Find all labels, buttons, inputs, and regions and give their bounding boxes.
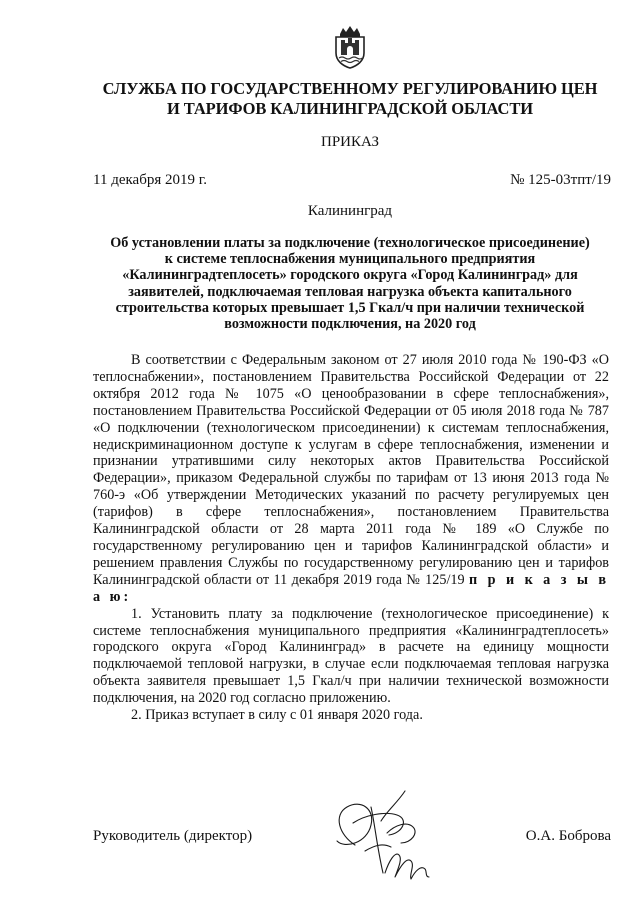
signer-role: Руководитель (директор)	[93, 828, 253, 844]
order-item-2: 2. Приказ вступает в силу с 01 января 2020 года.	[131, 707, 423, 724]
document-body	[93, 352, 609, 724]
agency-name-line1: СЛУЖБА ПО ГОСУДАРСТВЕННОМУ РЕГУЛИРОВАНИЮ ЦЕН	[102, 79, 598, 98]
preamble-text: В соответствии с Федеральным законом от 27 июля 2010 года № 190-ФЗ «О теплоснабжении», постановлением Правительства Российской Федерации от 22 октября 2012 года № 1075 «О ценообразовании в сфере теплоснабжения», постановлением Правительства Российской Федерации от 05 июля 2018 года № 787 «О подключении (технологическом присоединении) к системам теплоснабжения, недискриминационном доступе к услугам в сфере теплоснабжения, изменении и признании утратившими силу некоторых актов Правительства Российской Федерации», приказом Федеральной службы по тарифам от 13 июня 2013 года № 760-э «Об утверждении Методических указаний по расчету регулируемых цен (тарифов) в сфере теплоснабжения», постановлением Правительства Калининградской области от 28 марта 2011 года № 189 «О Службе по государственному регулированию цен и тарифов Калининградской области» и решением правления Службы по государственному регулированию цен и тарифов Калининградской области от 11 декабря 2019 года № 125/19	[93, 352, 609, 588]
agency-name	[80, 79, 620, 119]
title-line: «Калининградтеплосеть» городского округа «Город Калининград» для	[122, 267, 578, 284]
title-line: к системе теплоснабжения муниципального предприятия	[164, 251, 536, 268]
title-line: заявителей, подключаемая тепловая нагрузка объекта капитального	[128, 283, 572, 300]
document-title	[90, 235, 610, 332]
preamble-paragraph	[93, 352, 609, 606]
handwritten-signature	[325, 785, 445, 895]
document-type: ПРИКАЗ	[321, 134, 379, 150]
order-item-1: 1. Установить плату за подключение (технологическое присоединение) к системе теплоснабжения муниципального предприятия «Калининградтеплосеть» городского округа «Город Калининград» в расчете на единицу мощности подключаемой тепловой нагрузки, в случае если подключаемая тепловая нагрузка объекта заявителя превышает 1,5 Гкал/ч при наличии технической возможности подключения, на 2020 год согласно приложению.	[93, 605, 609, 707]
title-line: строительства которых превышает 1,5 Гкал/ч при наличии технической	[115, 299, 585, 316]
document-city: Калининград	[307, 203, 393, 219]
document-number: № 125-03тпт/19	[510, 172, 611, 188]
agency-name-line2: И ТАРИФОВ КАЛИНИНГРАДСКОЙ ОБЛАСТИ	[167, 99, 533, 118]
title-line: Об установлении платы за подключение (технологическое присоединение)	[110, 235, 590, 251]
signer-name: О.А. Боброва	[525, 828, 611, 844]
order-word: п р и к а з ы в а ю:	[93, 571, 610, 605]
coat-of-arms-icon	[331, 25, 369, 69]
title-line: возможности подключения, на 2020 год	[224, 316, 476, 333]
document-date: 11 декабря 2019 г.	[93, 172, 207, 188]
